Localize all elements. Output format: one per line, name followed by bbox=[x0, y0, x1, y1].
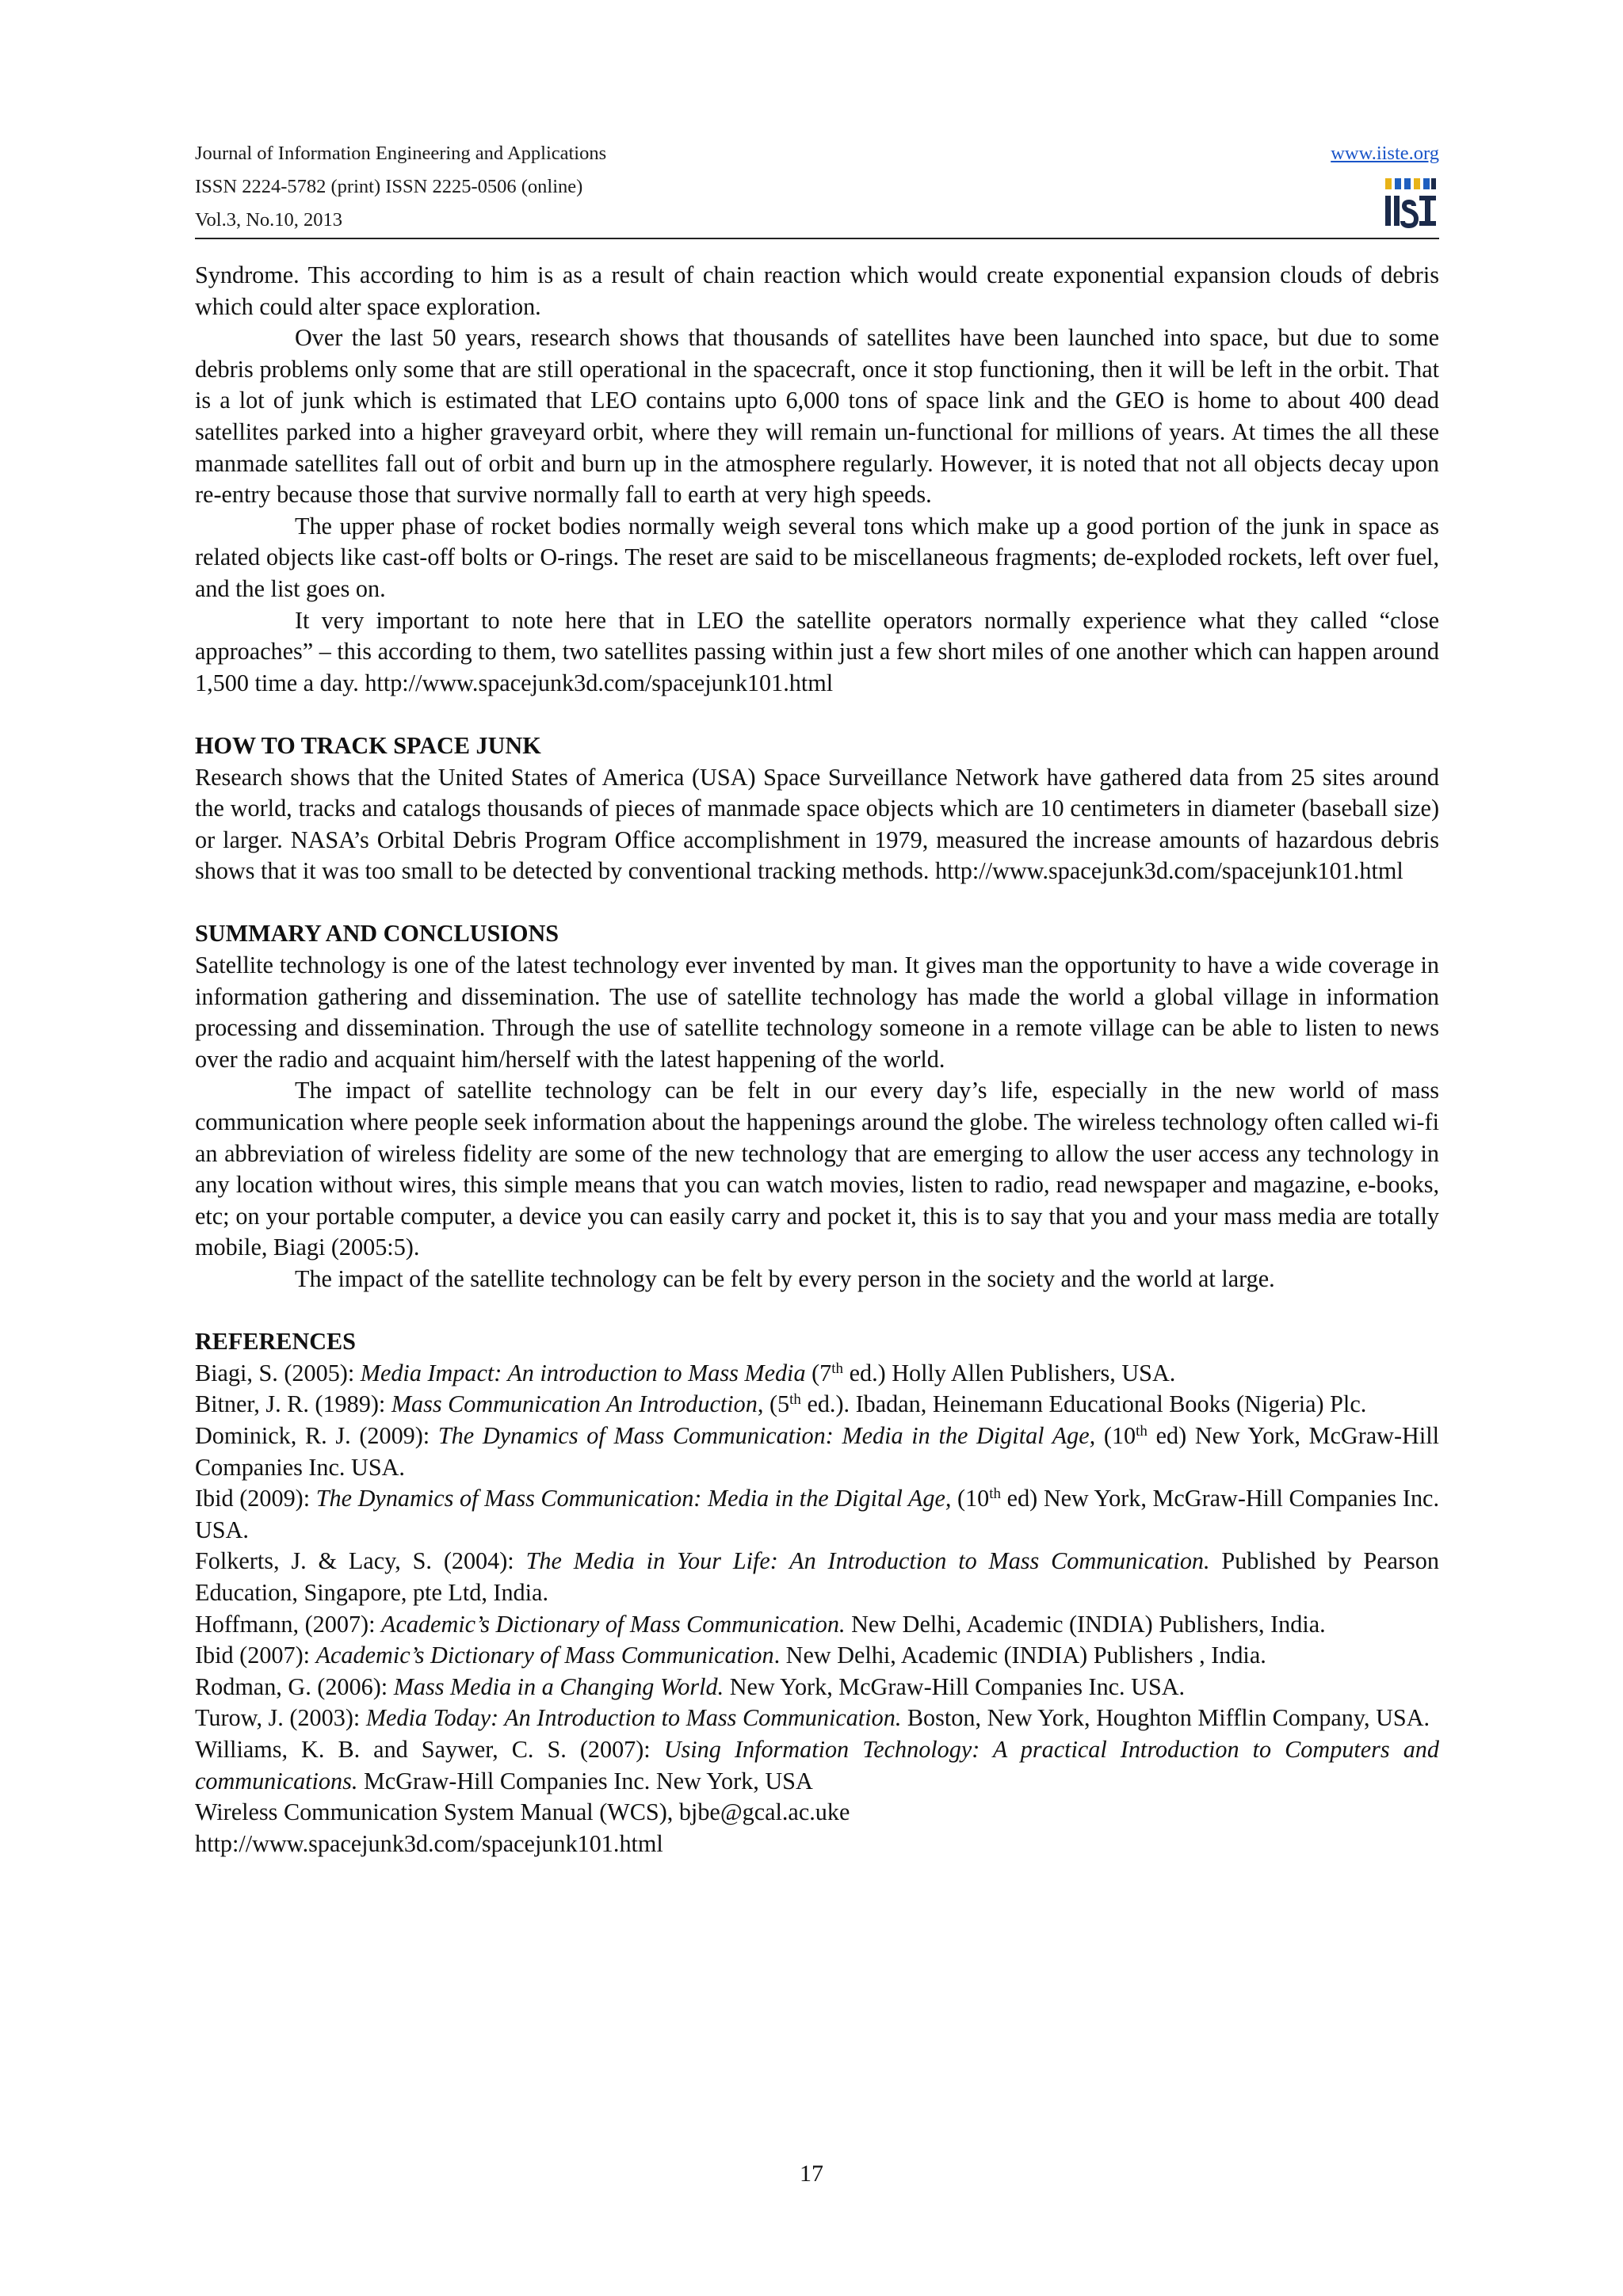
issn-line: ISSN 2224-5782 (print) ISSN 2225-0506 (online) bbox=[195, 176, 583, 197]
section-heading-track: HOW TO TRACK SPACE JUNK bbox=[195, 731, 541, 759]
intro-paragraph-1: Syndrome. This according to him is as a result of chain reaction which would create exponential expansion clouds of debris which could alter space exploration. bbox=[195, 261, 1439, 320]
summary-paragraph-2: The impact of satellite technology can be felt in our every day’s life, especially in the new world of mass communication where people seek information about the happenings around the globe. The wireless technology often called wi-fi an abbreviation of wireless fidelity are some of the new technology that are emerging to allow the user access any technology in any location without wires, this simple means that you can watch movies, listen to radio, read newspaper and magazine, e-books, etc; on your portable computer, a device you can easily carry and pocket it, this is to say that you and your mass media are totally mobile, Biagi (2005:5). bbox=[195, 1077, 1439, 1261]
header-divider bbox=[195, 238, 1439, 239]
reference-item: Ibid (2009): The Dynamics of Mass Communication: Media in the Digital Age, (10th ed) New York, McGraw-Hill Companies Inc. USA. bbox=[195, 1485, 1439, 1543]
reference-item: Bitner, J. R. (1989): Mass Communication An Introduction, (5th ed.). Ibadan, Heinemann Educational Books (Nigeria) Plc. bbox=[195, 1390, 1367, 1418]
intro-paragraph-3: The upper phase of rocket bodies normally weigh several tons which make up a good portion of the junk in space as related objects like cast-off bolts or O-rings. The reset are said to be miscellaneous fragments; de-exploded rockets, left over fuel, and the list goes on. bbox=[195, 512, 1439, 602]
page-number: 17 bbox=[800, 2161, 823, 2187]
article-body bbox=[195, 260, 1439, 1859]
reference-item: Hoffmann, (2007): Academic’s Dictionary of Mass Communication. New Delhi, Academic (INDIA) Publishers, India. bbox=[195, 1610, 1326, 1638]
intro-paragraph-4: It very important to note here that in LEO the satellite operators normally experience what they called “close approaches” – this according to them, two satellites passing within just a few short miles of one another which can happen around 1,500 time a day. http://www.spacejunk3d.com/spacejunk101.html bbox=[195, 606, 1439, 696]
journal-name: Journal of Information Engineering and Applications bbox=[195, 143, 607, 164]
summary-paragraph-1: Satellite technology is one of the latest technology ever invented by man. It gives man the opportunity to have a wide coverage in information gathering and dissemination. The use of satellite technology has made the world a global village in information processing and dissemination. Through the use of satellite technology someone in a remote village can be able to listen to news over the radio and acquaint him/herself with the latest happening of the world. bbox=[195, 952, 1439, 1073]
reference-item-url: http://www.spacejunk3d.com/spacejunk101.html bbox=[195, 1829, 663, 1857]
reference-item: Williams, K. B. and Saywer, C. S. (2007): Using Information Technology: A practical Introduction to Computers and communications. McGraw-Hill Companies Inc. New York, USA bbox=[195, 1735, 1439, 1794]
section-heading-references: REFERENCES bbox=[195, 1328, 356, 1356]
reference-item: Dominick, R. J. (2009): The Dynamics of Mass Communication: Media in the Digital Age, (10th ed) New York, McGraw-Hill Companies Inc. USA. bbox=[195, 1421, 1439, 1481]
iiste-logo-icon bbox=[1382, 175, 1439, 232]
intro-paragraph-2: Over the last 50 years, research shows that thousands of satellites have been launched into space, but due to some debris problems only some that are still operational in the spacecraft, once it stop functioning, then it will be left in the orbit. That is a lot of junk which is estimated that LEO contains upto 6,000 tons of space link and the GEO is home to about 400 dead satellites parked into a higher graveyard orbit, where they will remain un-functional for millions of years. At times the all these manmade satellites fall out of orbit and burn up in the atmosphere regularly. However, it is noted that not all objects decay upon re-entry because those that survive normally fall to earth at very high speeds. bbox=[195, 324, 1439, 509]
running-header bbox=[195, 137, 1439, 237]
reference-item: Turow, J. (2003): Media Today: An Introduction to Mass Communication. Boston, New York, Houghton Mifflin Company, USA. bbox=[195, 1704, 1430, 1732]
summary-paragraph-3: The impact of the satellite technology can be felt by every person in the society and the world at large. bbox=[295, 1265, 1275, 1292]
section-heading-summary: SUMMARY AND CONCLUSIONS bbox=[195, 920, 559, 948]
reference-item: Rodman, G. (2006): Mass Media in a Changing World. New York, McGraw-Hill Companies Inc. USA. bbox=[195, 1672, 1186, 1700]
volume-line: Vol.3, No.10, 2013 bbox=[195, 209, 343, 231]
reference-item: Folkerts, J. & Lacy, S. (2004): The Media in Your Life: An Introduction to Mass Communication. Published by Pearson Education, Singapore, pte Ltd, India. bbox=[195, 1547, 1439, 1606]
track-paragraph: Research shows that the United States of America (USA) Space Surveillance Network have gathered data from 25 sites around the world, tracks and catalogs thousands of pieces of manmade space objects which are 10 centimeters in diameter (baseball size) or larger. NASA’s Orbital Debris Program Office accomplishment in 1979, measured the increase amounts of hazardous debris shows that it was too small to be detected by conventional tracking methods. http://www.spacejunk3d.com/spacejunk101.html bbox=[195, 763, 1439, 885]
reference-item: Wireless Communication System Manual (WCS), bjbe@gcal.ac.uke bbox=[195, 1798, 850, 1826]
reference-item: Biagi, S. (2005): Media Impact: An introduction to Mass Media (7th ed.) Holly Allen Publishers, USA. bbox=[195, 1359, 1176, 1386]
reference-item: Ibid (2007): Academic’s Dictionary of Mass Communication. New Delhi, Academic (INDIA) Publishers , India. bbox=[195, 1642, 1266, 1669]
reference-list bbox=[195, 1358, 1439, 1860]
journal-url-link[interactable]: www.iiste.org bbox=[1331, 143, 1439, 164]
